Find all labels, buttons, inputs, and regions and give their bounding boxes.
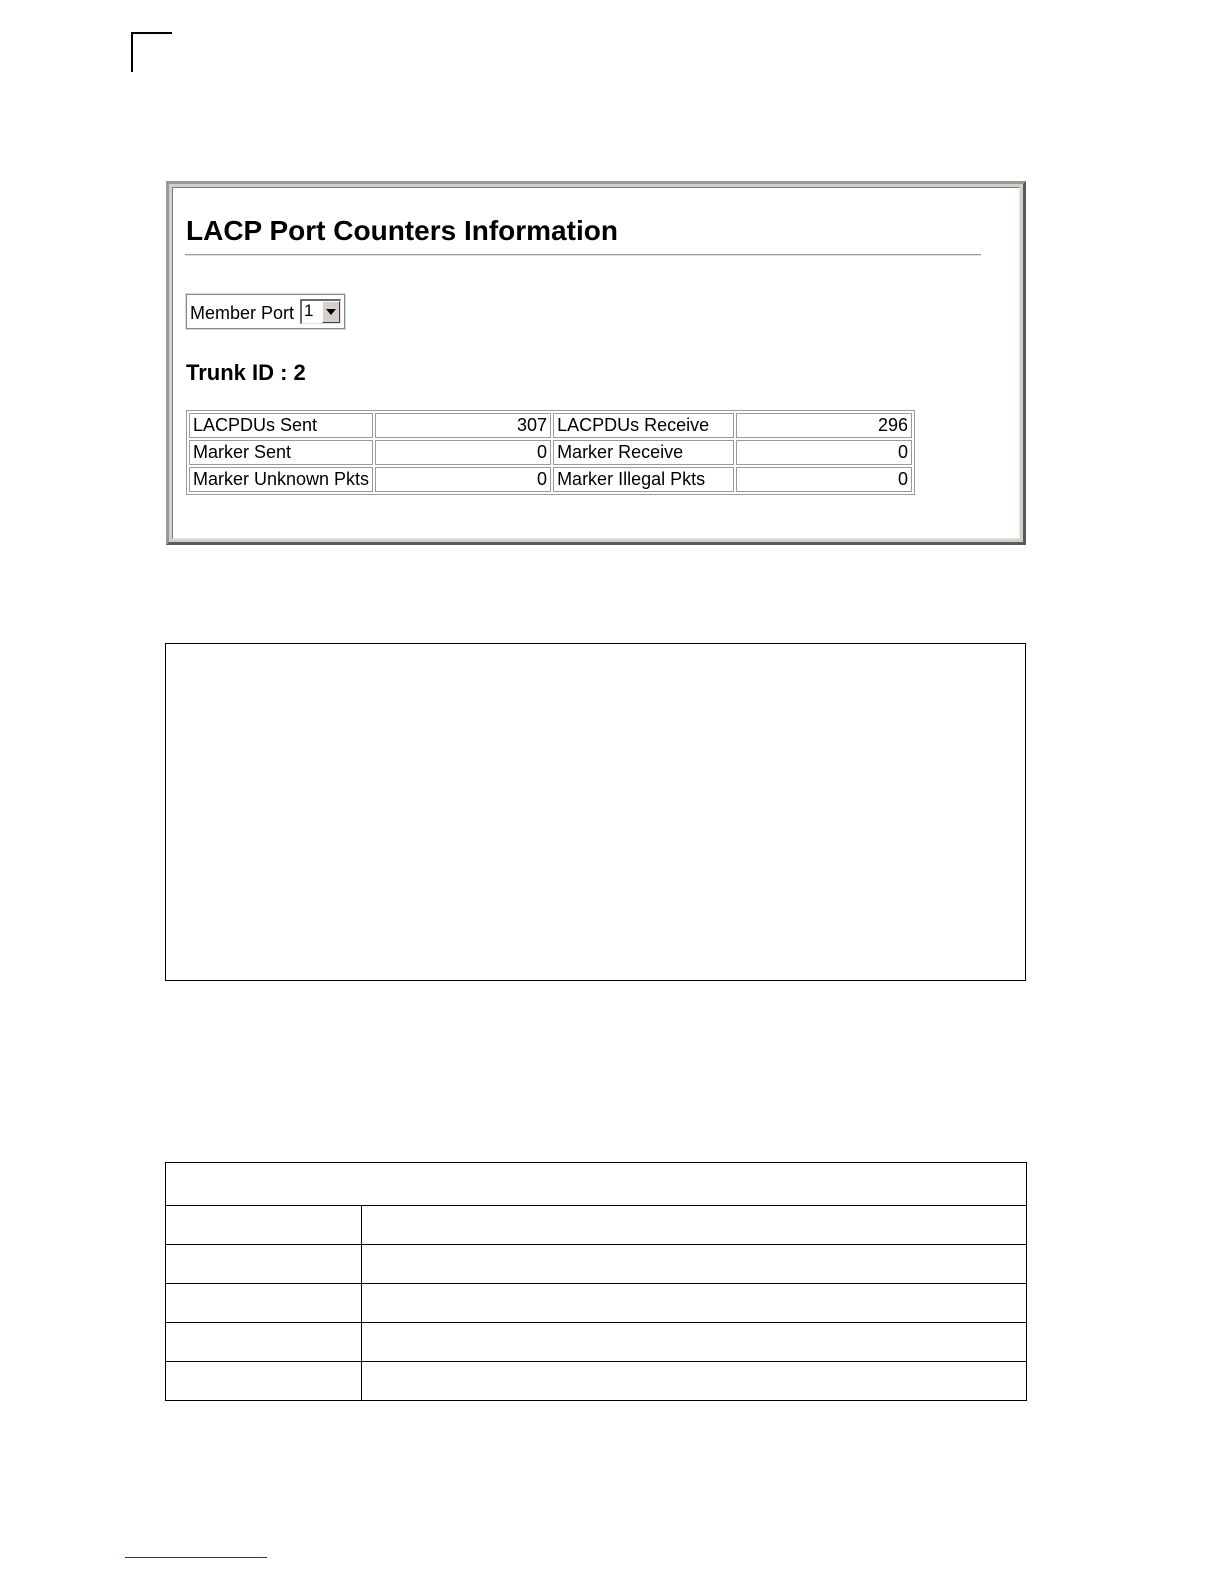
counter-label: Marker Illegal Pkts bbox=[553, 467, 734, 492]
counter-label: LACPDUs Receive bbox=[553, 413, 734, 438]
counter-label: Marker Sent bbox=[189, 440, 373, 465]
table-row bbox=[166, 1284, 1027, 1323]
page-title: LACP Port Counters Information bbox=[186, 215, 618, 246]
trunk-id-text: Trunk ID : 2 bbox=[186, 360, 306, 385]
dropdown-button[interactable] bbox=[322, 301, 340, 323]
counter-label: LACPDUs Sent bbox=[189, 413, 373, 438]
counter-value: 296 bbox=[736, 413, 912, 438]
table-cell bbox=[166, 1284, 362, 1323]
table-cell bbox=[166, 1362, 362, 1401]
table-row bbox=[189, 467, 912, 492]
counter-value: 0 bbox=[375, 467, 551, 492]
counter-label: Marker Unknown Pkts bbox=[189, 467, 373, 492]
counter-value: 0 bbox=[375, 440, 551, 465]
table-row bbox=[166, 1323, 1027, 1362]
crop-mark-vertical bbox=[131, 32, 133, 72]
description-table bbox=[165, 1162, 1027, 1401]
table-cell bbox=[166, 1323, 362, 1362]
table-cell bbox=[362, 1362, 1027, 1401]
screenshot-window bbox=[166, 181, 1026, 545]
counters-table bbox=[186, 410, 915, 495]
member-port-control bbox=[186, 294, 345, 329]
table-row bbox=[166, 1206, 1027, 1245]
table-cell bbox=[362, 1245, 1027, 1284]
title-divider bbox=[185, 254, 981, 256]
table-row bbox=[166, 1362, 1027, 1401]
table-row bbox=[189, 440, 912, 465]
table-row bbox=[189, 413, 912, 438]
member-port-selected-value: 1 bbox=[304, 301, 314, 320]
counter-value: 0 bbox=[736, 467, 912, 492]
table-cell bbox=[362, 1284, 1027, 1323]
counter-value: 0 bbox=[736, 440, 912, 465]
table-header-row bbox=[166, 1163, 1027, 1206]
member-port-select[interactable] bbox=[300, 299, 341, 324]
member-port-label: Member Port bbox=[190, 303, 295, 323]
table-cell bbox=[362, 1323, 1027, 1362]
crop-mark-horizontal bbox=[131, 32, 172, 34]
footer-rule bbox=[125, 1557, 267, 1558]
table-cell bbox=[362, 1206, 1027, 1245]
table-cell bbox=[166, 1245, 362, 1284]
counter-label: Marker Receive bbox=[553, 440, 734, 465]
cli-output-box bbox=[165, 643, 1026, 981]
chevron-down-icon bbox=[326, 309, 336, 315]
table-row bbox=[166, 1245, 1027, 1284]
screenshot-content bbox=[172, 187, 1020, 539]
table-cell bbox=[166, 1206, 362, 1245]
counter-value: 307 bbox=[375, 413, 551, 438]
table-header-cell bbox=[166, 1163, 1027, 1206]
